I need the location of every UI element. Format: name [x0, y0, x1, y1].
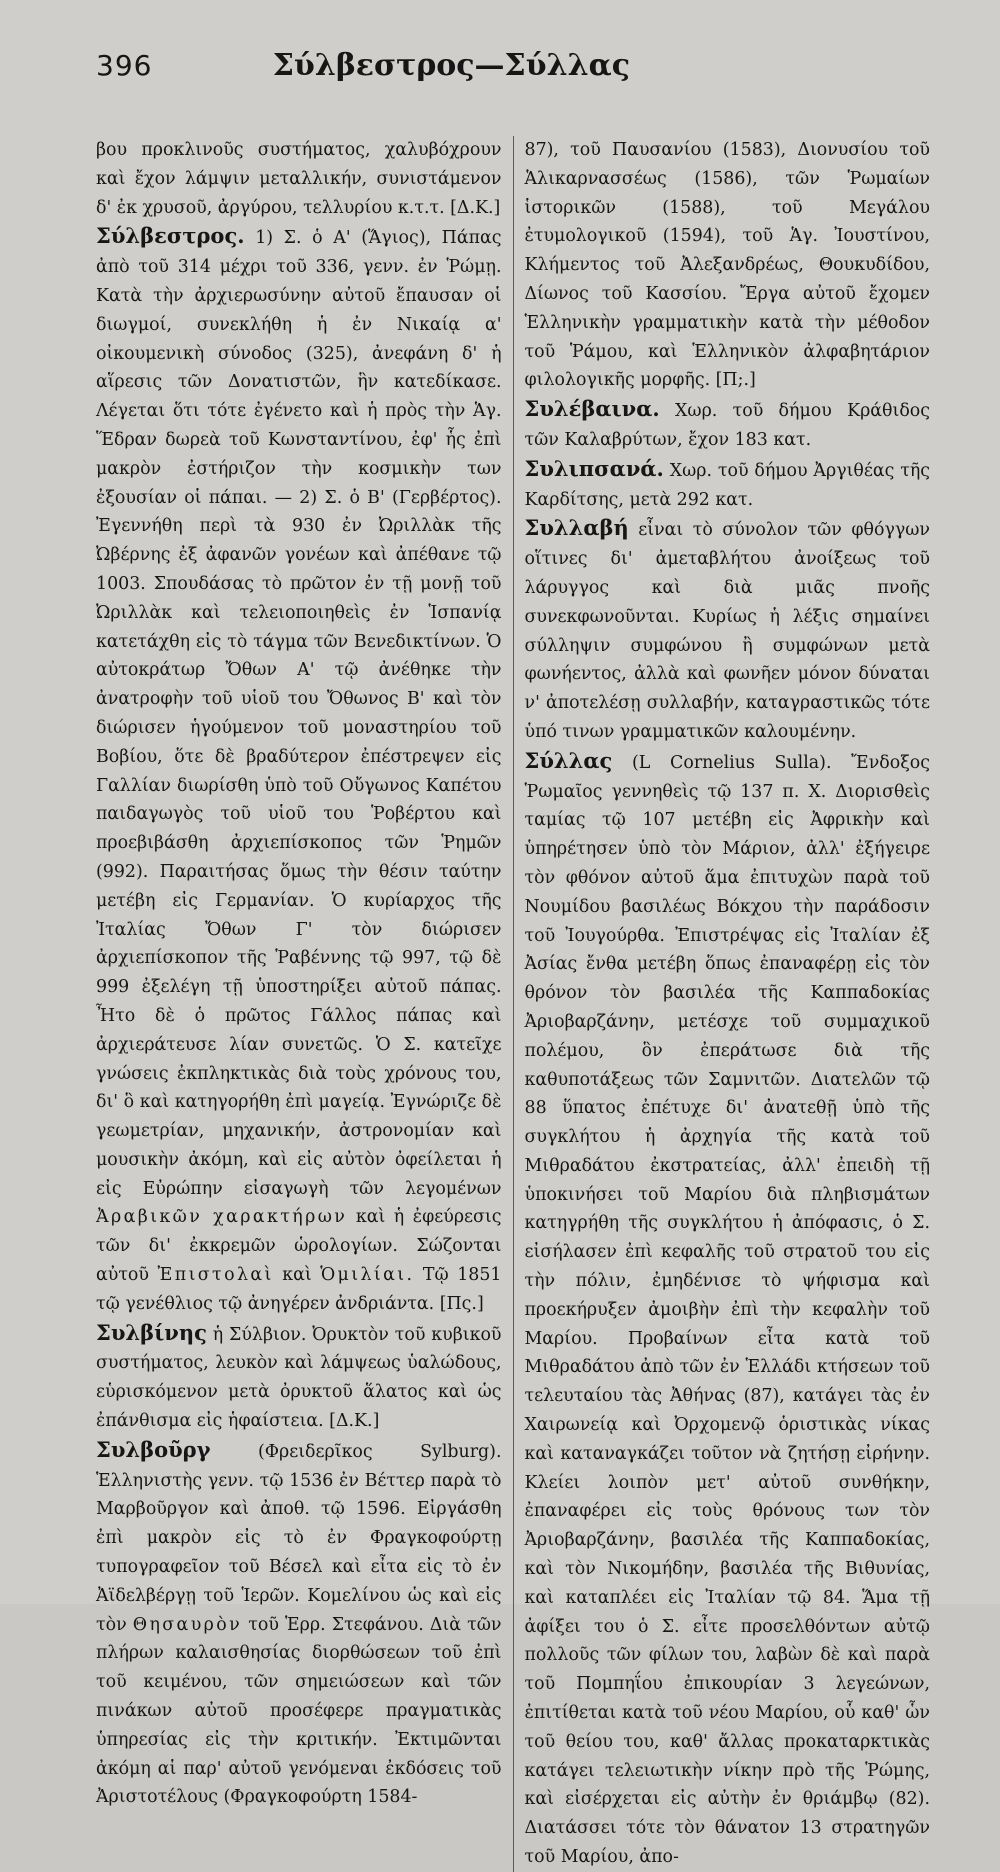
dictionary-entry	[525, 395, 931, 455]
spaced-emphasis: Ὁμιλίαι.	[320, 1265, 415, 1286]
text-columns	[96, 136, 930, 1872]
entry-headword: Συλέβαινα.	[524, 396, 660, 422]
entry-text: τοῦ Ἑρρ. Στεφάνου. Διὰ τῶν πλήρων καλαισθησίας διορθώσεων τοῦ ἐπὶ τοῦ κειμένου, τῶν σημειώσεων καὶ τῶν πινάκων αὐτοῦ προσέφερε πραγματικὰς ὑπηρεσίας εἰς τὴν κριτικήν. Ἐκτιμῶνται ἀκόμη αἱ παρ' αὐτοῦ γενόμεναι ἐκδόσεις τοῦ Ἀριστοτέλους (Φραγκοφούρτη 1584-	[96, 1614, 502, 1808]
entry-text: 87), τοῦ Παυσανίου (1583), Διονυσίου τοῦ Ἁλικαρνασσέως (1586), τῶν Ῥωμαίων ἱστορικῶν (1588), τοῦ Μεγάλου ἐτυμολογικοῦ (1594), τοῦ Ἁγ. Ἰουστίνου, Κλήμεντος τοῦ Ἀλεξανδρέως, Θουκυδίδου, Δίωνος τοῦ Κασσίου. Ἔργα αὐτοῦ ἔχομεν Ἑλληνικὴν γραμματικὴν κατὰ τὴν μέθοδον τοῦ Ῥάμου, καὶ Ἑλληνικὸν ἀλφαβητάριον φιλολογικῆς μορφῆς. [Π;.]	[524, 140, 930, 391]
entry-text: καὶ ἡ ἐφεύρεσις τῶν δι' ἐκκρεμῶν ὡρολογίων. Σώζονται αὐτοῦ	[96, 1207, 502, 1286]
entry-headword: Σύλλας	[524, 747, 613, 773]
dictionary-entry	[525, 455, 931, 515]
dictionary-entry	[96, 1436, 502, 1812]
left-column	[96, 136, 514, 1872]
spaced-emphasis: Ἐπιστολαὶ	[157, 1265, 274, 1286]
spaced-emphasis: Ἀραβικῶν χαρακτήρων	[96, 1207, 348, 1228]
entry-text: (L Cornelius Sulla). Ἔνδοξος Ῥωμαῖος γεννηθεὶς τῷ 137 π. Χ. Διορισθεὶς ταμίας τῷ 107 μετέβη εἰς Ἀφρικὴν καὶ ὑπηρέτησεν ὑπὸ τὸν Μάριον, ἀλλ' ἐξήγειρε τὸν φθόνον αὐτοῦ ἅμα ἐπιτυχὼν παρὰ τοῦ Νουμίδου βασιλέως Βόκχου τὴν παράδοσιν τοῦ Ἰουγούρθα. Ἐπιστρέψας εἰς Ἰταλίαν ἐξ Ἀσίας ἔνθα μετέβη ὅπως ἐπαναφέρῃ εἰς τὸν θρόνον τὸν βασιλέα τῆς Καππαδοκίας Ἀριοβαρζάνην, μετέσχε τοῦ συμμαχικοῦ πολέμου, ὃν ἐπεράτωσε διὰ τῆς καθυποτάξεως τῶν Σαμνιτῶν. Διατελῶν τῷ 88 ὕπατος ἐπέτυχε δι' ἀνατεθῇ ὑπὸ τῆς συγκλήτου ἡ ἀρχηγία τῆς κατὰ τοῦ Μιθραδάτου ἐκστρατείας, ἀλλ' ἐπειδὴ τῇ ὑποκινήσει τοῦ Μαρίου διὰ πληβισμάτων κατηγρήθη τῆς συγκλήτου ἡ ἀπόφασις, ὁ Σ. εἰσήλασεν ἐπὶ κεφαλῆς τοῦ στρατοῦ του εἰς τὴν πόλιν, ἐμηδένισε τὸ ψήφισμα καὶ προεκήρυξεν ἀμοιβὴν ἐπὶ τὴν κεφαλὴν τοῦ Μαρίου. Προβαίνων εἶτα κατὰ τοῦ Μιθραδάτου ἀπὸ τῶν ἐν Ἑλλάδι κτήσεων τοῦ τελευταίου τὰς Ἀθήνας (87), κατάγει τὰς ἐν Χαιρωνείᾳ καὶ Ὀρχομενῷ ὁριστικὰς νίκας καὶ καταναγκάζει τοῦτον νὰ ζητήσῃ εἰρήνην. Κλείει λοιπὸν μετ' αὐτοῦ συνθήκην, ἐπαναφέρει εἰς τοὺς θρόνους των τὸν Ἀριοβαρζάνην, βασιλέα τῆς Καππαδοκίας, καὶ τὸν Νικομήδην, βασιλέα τῆς Βιθυνίας, καὶ καταπλέει εἰς Ἰταλίαν τῷ 84. Ἅμα τῇ ἀφίξει του ὁ Σ. εἶτε προσελθόντων αὐτῷ πολλοῦς τῶν φίλων του, λαβὼν δὲ καὶ παρὰ τοῦ Πομπηΐου ἐπικουρίαν 3 λεγεώνων, ἐπιτίθεται κατὰ τοῦ νέου Μαρίου, οὗ καθ' ὧν τοῦ θείου του, καθ' ἄλλας προκαταρκτικὰς κατάγει τελειωτικὴν νίκην πρὸ τῆς Ῥώμης, καὶ εἰσέρχεται εἰς αὐτὴν ἐν θριάμβῳ (82). Διατάσσει τότε τὸν θάνατον 13 στρατηγῶν τοῦ Μαρίου, ἀπο-	[524, 752, 930, 1868]
entry-text: Χωρ. τοῦ δήμου Ἀργιθέας τῆς Καρδίτσης, μετὰ 292 κατ.	[524, 460, 930, 510]
entry-text: βου προκλινοῦς συστήματος, χαλυβόχρουν καὶ ἔχον λάμψιν μεταλλικήν, συνιστάμενον δ' ἐκ χρυσοῦ, ἀργύρου, τελλυρίου κ.τ.τ. [Δ.Κ.]	[96, 140, 502, 218]
entry-headword: Συλλαβή	[524, 515, 629, 541]
entry-headword: Σύλβεστρος.	[96, 223, 245, 249]
entry-text: Χωρ. τοῦ δήμου Κράθιδος τῶν Καλαβρύτων, ἔχον 183 κατ.	[524, 401, 930, 450]
entry-text: καὶ	[273, 1265, 321, 1286]
dictionary-entry	[96, 1319, 502, 1436]
entry-continuation	[525, 136, 931, 395]
dictionary-entry	[96, 222, 502, 1318]
entry-text: ἡ Σύλβιον. Ὀρυκτὸν τοῦ κυβικοῦ συστήματος, λευκὸν καὶ λάμψεως ὑαλώδους, εὑρισκόμενον μετὰ ὀρυκτοῦ ἅλατος καὶ ὡς ἐπάνθισμα εἰς ἡφαίστεια. [Δ.Κ.]	[96, 1324, 502, 1432]
entry-text: Τῷ 1851 τῷ γενέθλιος τῷ ἀνηγέρεν ἀνδριάντα. [Πς.]	[96, 1265, 502, 1314]
dictionary-entry	[525, 747, 931, 1872]
entry-continuation	[96, 136, 502, 222]
entry-text: εἶναι τὸ σύνολον τῶν φθόγγων οἵτινες δι' ἀμεταβλήτου ἀνοίξεως τοῦ λάρυγγος καὶ διὰ μιᾶς πνοῆς συνεκφωνοῦνται. Κυρίως ἡ λέξις σημαίνει σύλληψιν συμφώνου ἢ συμφώνων μετὰ φωνήεντος, ἀλλὰ καὶ φωνῆεν μόνον δύναται ν' ἀποτελέσῃ συλλαβήν, καταγραστικῶς τότε ὑπό τινων γραμματικῶν καλουμένην.	[524, 520, 930, 742]
entry-headword: Συλβοῦργ	[96, 1436, 211, 1462]
page-number: 396	[96, 49, 153, 82]
page-header	[96, 48, 930, 110]
entry-text: (Φρειδερῖκος Sylburg). Ἑλληνιστὴς γενν. τῷ 1536 ἐν Βέττερ παρὰ τὸ Μαρβοῦργον καὶ ἀποθ. τῷ 1596. Εἰργάσθη ἐπὶ μακρὸν εἰς τὸ ἐν Φραγκοφούρτῃ τυπογραφεῖον τοῦ Βέσελ καὶ εἶτα εἰς τὸ ἐν Ἀϊδελβέργῃ τοῦ Ἱερῶν. Κομελίνου ὡς καὶ εἰς τὸν	[96, 1441, 502, 1635]
right-column	[514, 136, 931, 1872]
spaced-emphasis: Θησαυρὸν	[132, 1614, 243, 1635]
running-head: Σύλβεστρος—Σύλλας	[272, 48, 630, 83]
entry-headword: Συλιπσανά.	[524, 455, 664, 481]
dictionary-entry	[525, 514, 931, 746]
entry-text: 1) Σ. ὁ Α' (Ἅγιος), Πάπας ἀπὸ τοῦ 314 μέχρι τοῦ 336, γενν. ἐν Ῥώμῃ. Κατὰ τὴν ἀρχιερωσύνην αὐτοῦ ἔπαυσαν οἱ διωγμοί, συνεκλήθη ἡ ἐν Νικαίᾳ α' οἰκουμενικὴ σύνοδος (325), ἀνεφάνη δ' ἡ αἵρεσις τῶν Δονατιστῶν, ἣν κατεδίκασε. Λέγεται ὅτι τότε ἐγένετο καὶ ἡ πρὸς τὴν Ἁγ. Ἕδραν δωρεὰ τοῦ Κωνσταντίνου, ἐφ' ἧς ἐπὶ μακρὸν ἐστήριζον τὴν κοσμικὴν των ἐξουσίαν οἱ πάπαι. — 2) Σ. ὁ Β' (Γερβέρτος). Ἐγεννήθη περὶ τὰ 930 ἐν Ὠριλλὰκ τῆς Ὠβέρνης ἐξ ἀφανῶν γονέων καὶ ἀπέθανε τῷ 1003. Σπουδάσας τὸ πρῶτον ἐν τῇ μονῇ τοῦ Ὠριλλὰκ καὶ τελειοποιηθεὶς ἐν Ἱσπανίᾳ κατετάχθη εἰς τὸ τάγμα τῶν Βενεδικτίνων. Ὁ αὐτοκράτωρ Ὄθων Α' τῷ ἀνέθηκε τὴν ἀνατροφὴν τοῦ υἱοῦ του Ὄθωνος Β' καὶ τὸν διώρισεν ἡγούμενον τοῦ μοναστηρίου τοῦ Βοβίου, ὅτε δὲ βραδύτερον ἐπέστρεψεν εἰς Γαλλίαν διωρίσθη ὑπὸ τοῦ Οὔγωνος Καπέτου παιδαγωγὸς τοῦ υἱοῦ του Ῥοβέρτου καὶ προεβιβάσθη ἀρχιεπίσκοπος τῶν Ῥημῶν (992). Παραιτήσας ὅμως τὴν θέσιν ταύτην μετέβη εἰς Γερμανίαν. Ὁ κυρίαρχος τῆς Ἰταλίας Ὄθων Γ' τὸν διώρισεν ἀρχιεπίσκοπον τῆς Ῥαβέννης τῷ 997, τῷ δὲ 999 ἐξελέγη τῇ ὑποστηρίξει αὐτοῦ πάπας. Ἦτο δὲ ὁ πρῶτος Γάλλος πάπας καὶ ἀρχιεράτευσε λίαν συνετῶς. Ὁ Σ. κατεῖχε γνώσεις ἐκπληκτικὰς διὰ τοὺς χρόνους του, δι' ὃ καὶ κατηγορήθη ἐπὶ μαγείᾳ. Ἐγνώριζε δὲ γεωμετρίαν, μηχανικήν, ἀστρονομίαν καὶ μουσικὴν ἀκόμη, καὶ εἰς αὐτὸν ὀφείλεται ἡ εἰς Εὐρώπην εἰσαγωγὴ τῶν λεγομένων	[96, 228, 502, 1199]
entry-headword: Συλβίνης	[96, 1319, 207, 1345]
